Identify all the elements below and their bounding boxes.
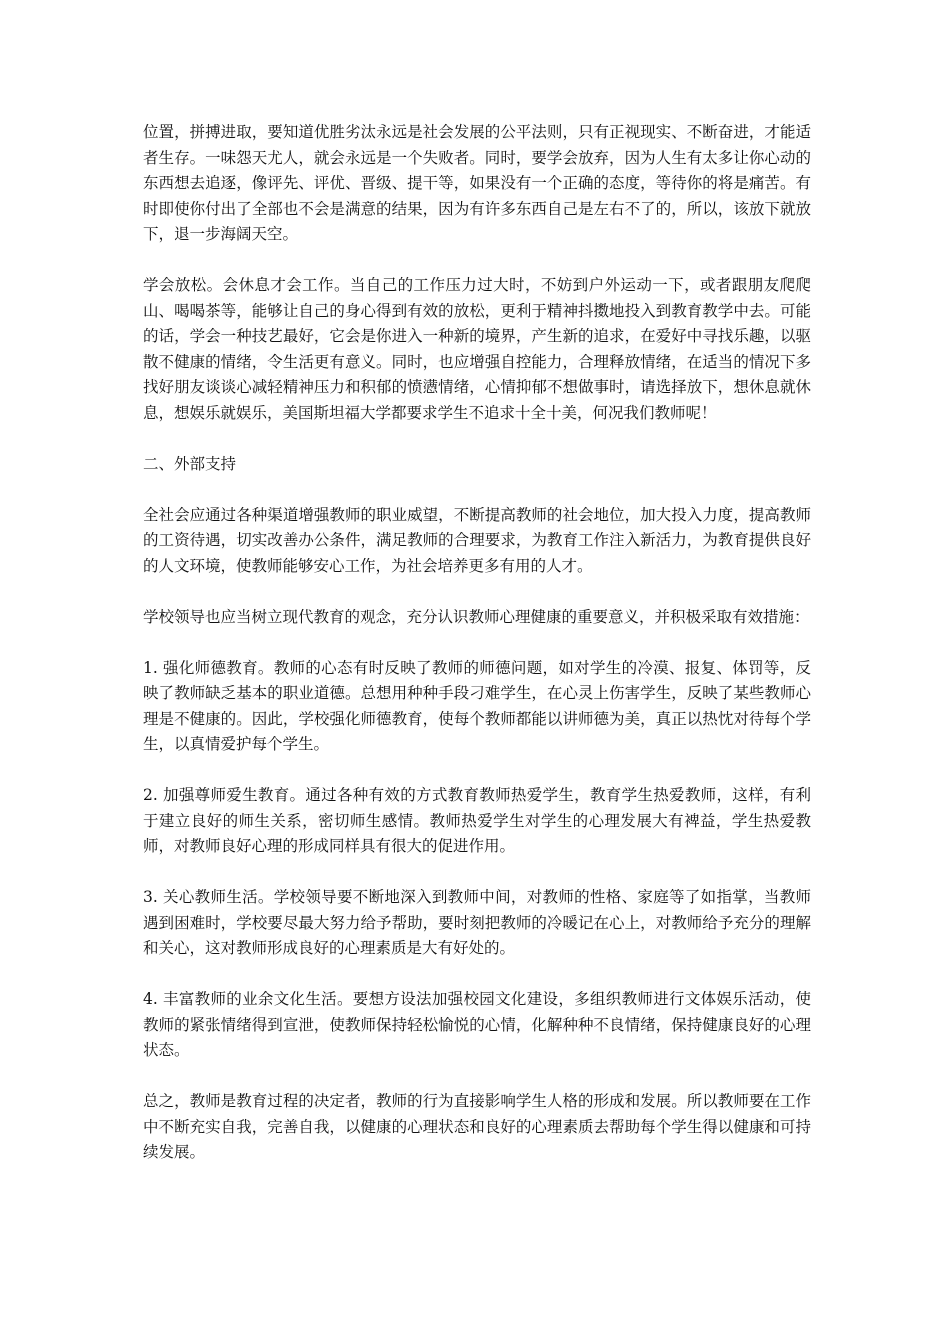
list-item-respect-teachers: 2. 加强尊师爱生教育。通过各种有效的方式教育教师热爱学生，教育学生热爱教师，这样，有利于建立良好的师生关系，密切师生感情。教师热爱学生对学生的心理发展大有裨益，学生热爱教师，对教师良好心理的形成同样具有很大的促进作用。: [143, 786, 811, 855]
list-item-ethics-education: 1. 强化师德教育。教师的心态有时反映了教师的师德问题，如对学生的冷漠、报复、体罚等，反映了教师缺乏基本的职业道德。总想用种种手段刁难学生，在心灵上伤害学生，反映了某些教师心理是不健康的。因此，学校强化师德教育，使每个教师都能以讲师德为美，真正以热忱对待每个学生，以真情爱护每个学生。: [143, 658, 811, 753]
paragraph-conclusion: 总之，教师是教育过程的决定者，教师的行为直接影响学生人格的形成和发展。所以教师要在工作中不断充实自我，完善自我，以健康的心理状态和良好的心理素质去帮助每个学生得以健康和可持续发展。: [143, 1092, 811, 1161]
paragraph-let-go: 位置，拼搏进取，要知道优胜劣汰永远是社会发展的公平法则，只有正视现实、不断奋进，才能适者生存。一味怨天尤人，就会永远是一个失败者。同时，要学会放弃，因为人生有太多让你心动的东西想去追逐，像评先、评优、晋级、提干等，如果没有一个正确的态度，等待你的将是痛苦。有时即使你付出了全部也不会是满意的结果，因为有许多东西自己是左右不了的，所以，该放下就放下，退一步海阔天空。: [143, 123, 811, 243]
paragraph-society-support: 全社会应通过各种渠道增强教师的职业威望，不断提高教师的社会地位，加大投入力度，提高教师的工资待遇，切实改善办公条件，满足教师的合理要求，为教育工作注入新活力，为教育提供良好的人文环境，使教师能够安心工作，为社会培养更多有用的人才。: [143, 505, 811, 575]
paragraph-relax: 学会放松。会休息才会工作。当自己的工作压力过大时，不妨到户外运动一下，或者跟朋友爬爬山、喝喝茶等，能够让自己的身心得到有效的放松，更利于精神抖擞地投入到教育教学中去。可能的话，学会一种技艺最好，它会是你进入一种新的境界，产生新的追求，在爱好中寻找乐趣，以驱散不健康的情绪，令生活更有意义。同时，也应增强自控能力，合理释放情绪，在适当的情况下多找好朋友谈谈心减轻精神压力和积郁的愤懑情绪，心情抑郁不想做事时，请选择放下，想休息就休息，想娱乐就娱乐，美国斯坦福大学都要求学生不追求十全十美，何况我们教师呢！: [143, 276, 811, 422]
list-item-care-for-teachers: 3. 关心教师生活。学校领导要不断地深入到教师中间，对教师的性格、家庭等了如指掌，当教师遇到困难时，学校要尽最大努力给予帮助，要时刻把教师的冷暖记在心上，对教师给予充分的理解和关心，这对教师形成良好的心理素质是大有好处的。: [143, 888, 811, 957]
paragraph-school-leaders: 学校领导也应当树立现代教育的观念，充分认识教师心理健康的重要意义，并积极采取有效措施：: [143, 607, 810, 626]
document-body: [143, 120, 811, 1191]
list-item-cultural-life: 4. 丰富教师的业余文化生活。要想方设法加强校园文化建设，多组织教师进行文体娱乐活动，使教师的紧张情绪得到宣泄，使教师保持轻松愉悦的心情，化解种种不良情绪，保持健康良好的心理状态。: [143, 990, 811, 1059]
section-heading-external-support: 二、外部支持: [143, 454, 237, 473]
